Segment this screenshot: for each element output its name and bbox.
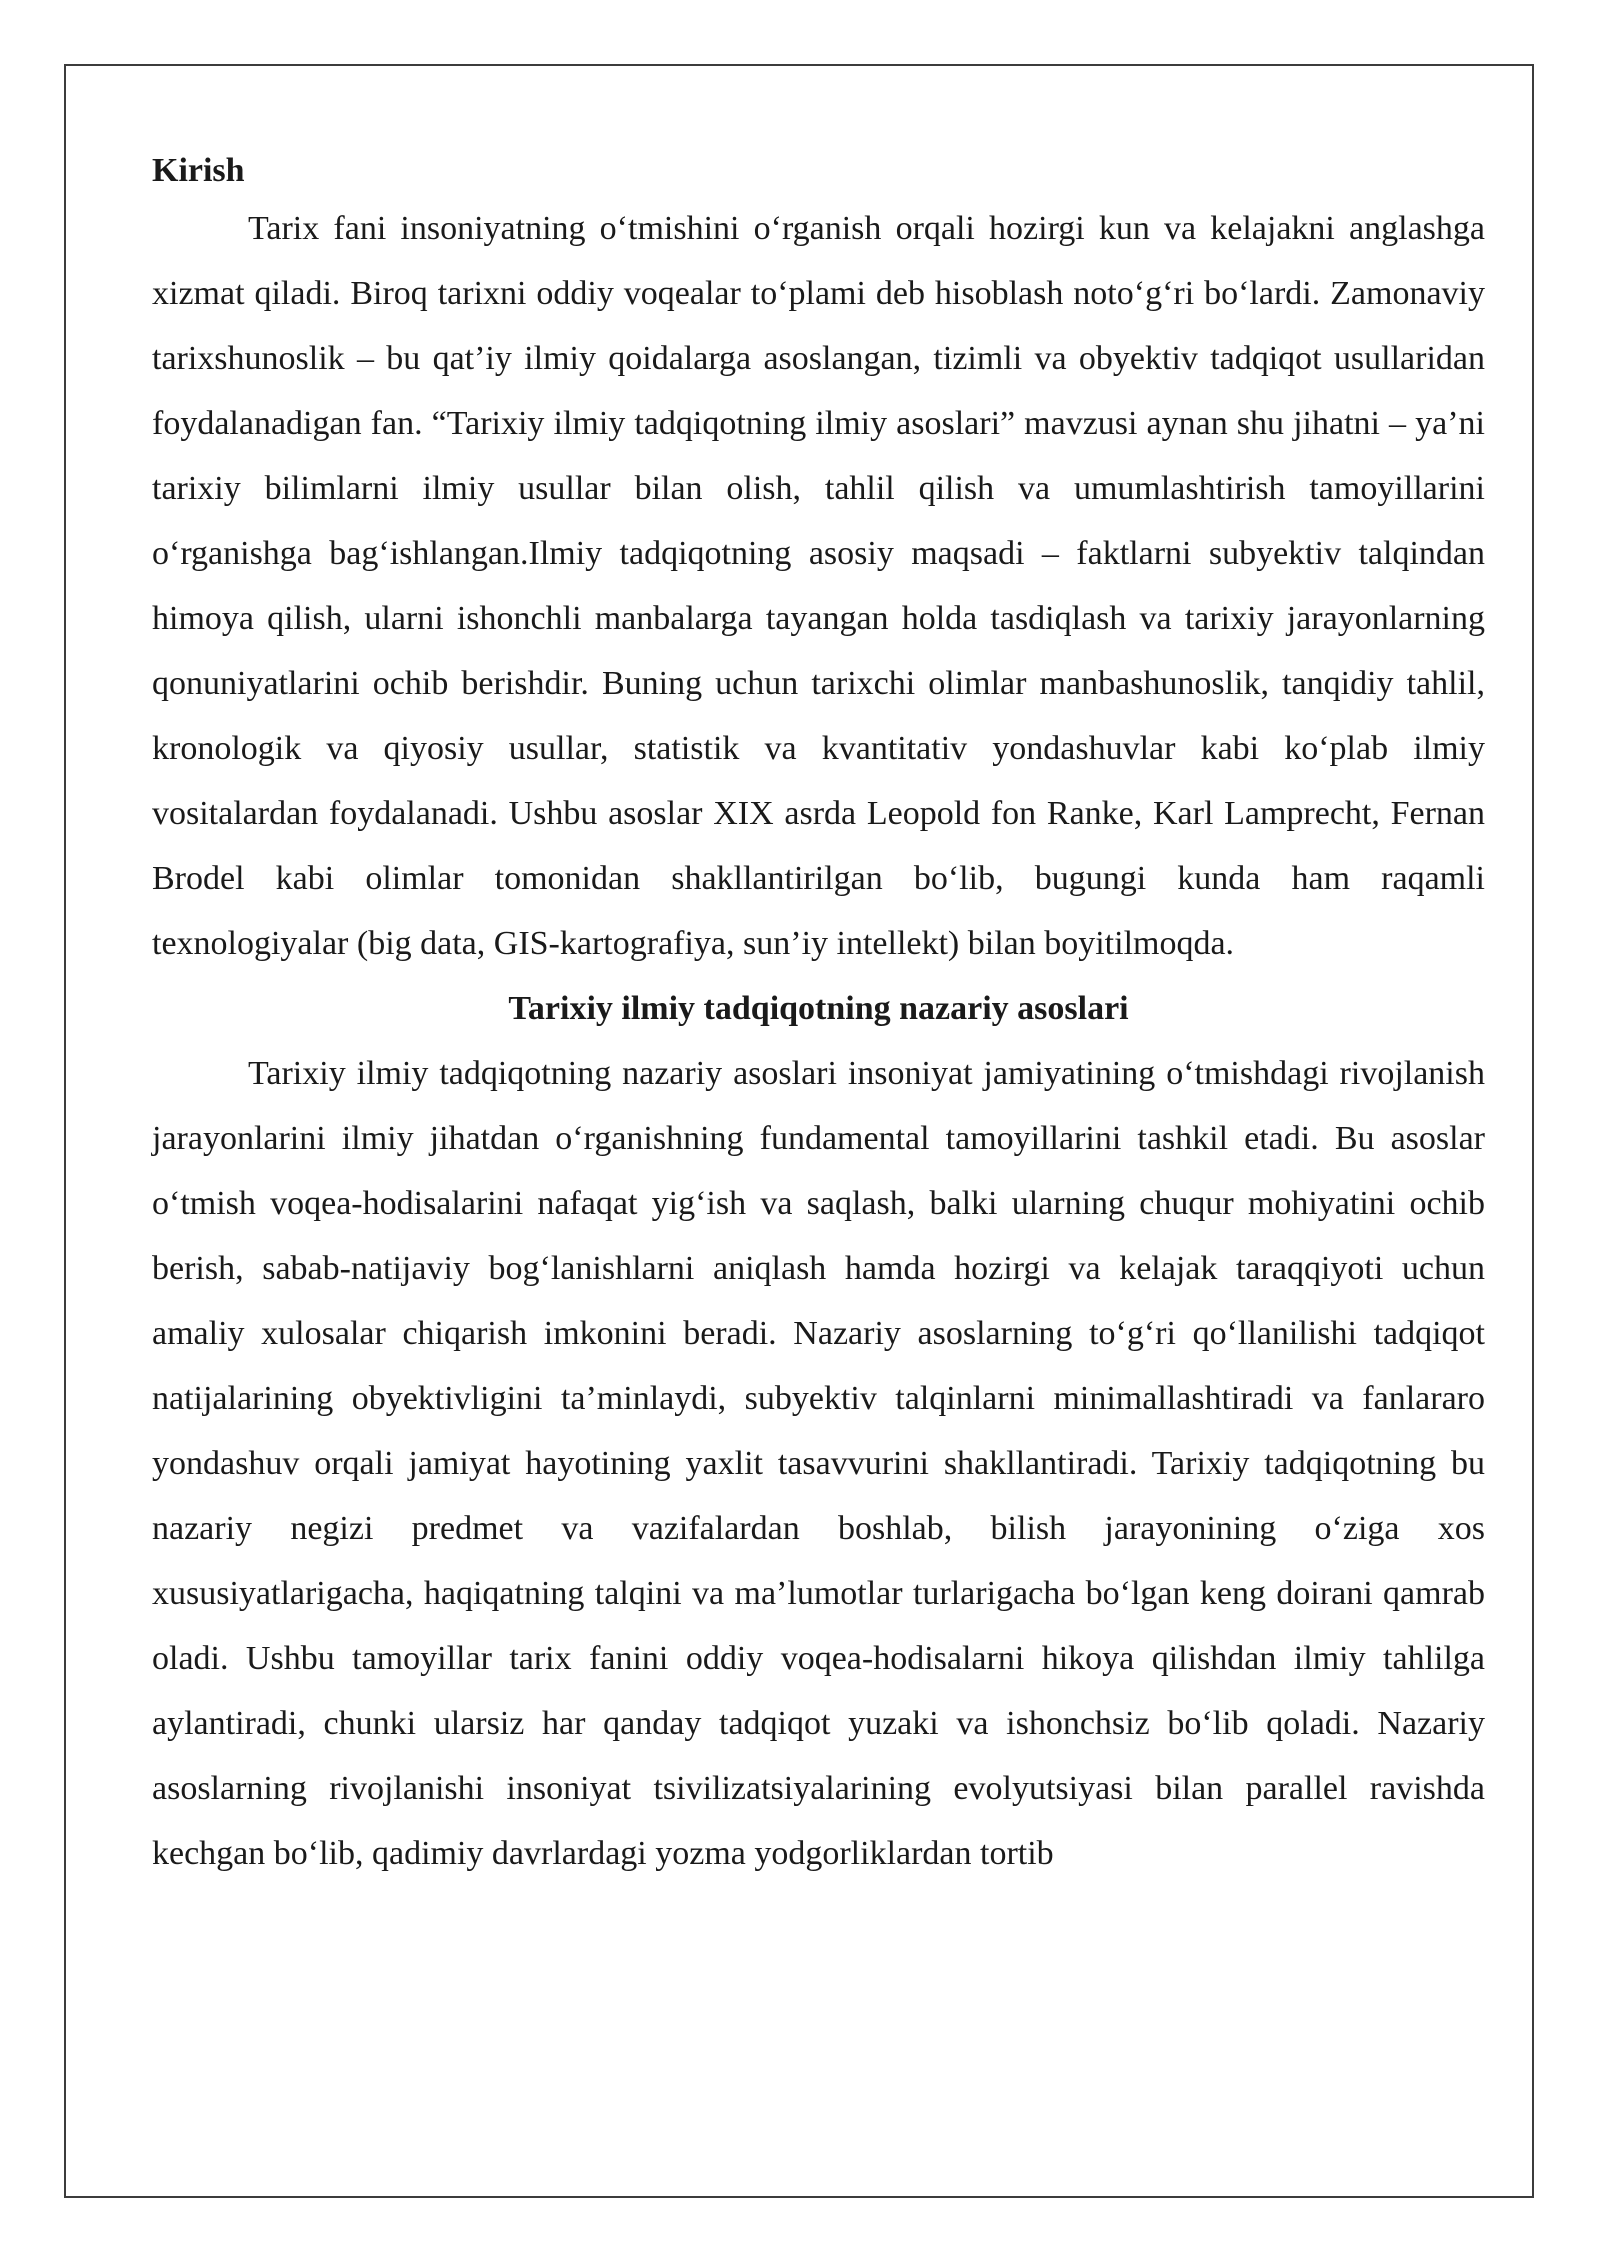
intro-paragraph: Tarix fani insoniyatning o‘tmishini o‘rganish orqali hozirgi kun va kelajakni anglashga xizmat qiladi. Biroq tarixni oddiy voqealar to‘plami deb hisoblash noto‘g‘ri bo‘lardi. Zamonaviy tarixshunoslik – bu qat’iy ilmiy qoidalarga asoslangan, tizimli va obyektiv tadqiqot usullaridan foydalanadigan fan. “Tarixiy ilmiy tadqiqotning ilmiy asoslari” mavzusi aynan shu jihatni – ya’ni tarixiy bilimlarni ilmiy usullar bilan olish, tahlil qilish va umumlashtirish tamoyillarini o‘rganishga bag‘ishlangan.Ilmiy tadqiqotning asosiy maqsadi – faktlarni subyektiv talqindan himoya qilish, ularni ishonchli manbalarga tayangan holda tasdiqlash va tarixiy jarayonlarning qonuniyatlarini ochib berishdir. Buning uchun tarixchi olimlar manbashunoslik, tanqidiy tahlil, kronologik va qiyosiy usullar, statistik va kvantitativ yondashuvlar kabi ko‘plab ilmiy vositalardan foydalanadi. Ushbu asoslar XIX asrda Leopold fon Ranke, Karl Lamprecht, Fernan Brodel kabi olimlar tomonidan shakllantirilgan bo‘lib, bugungi kunda ham raqamli texnologiyalar (big data, GIS-kartografiya, sun’iy intellekt) bilan boyitilmoqda. xyxy=(152,210,1485,962)
section-heading: Kirish xyxy=(152,152,245,189)
document-body xyxy=(152,148,1485,1886)
theory-paragraph: Tarixiy ilmiy tadqiqotning nazariy asoslari insoniyat jamiyatining o‘tmishdagi rivojlanish jarayonlarini ilmiy jihatdan o‘rganishning fundamental tamoyillarini tashkil etadi. Bu asoslar o‘tmish voqea-hodisalarini nafaqat yig‘ish va saqlash, balki ularning chuqur mohiyatini ochib berish, sabab-natijaviy bog‘lanishlarni aniqlash hamda hozirgi va kelajak taraqqiyoti uchun amaliy xulosalar chiqarish imkonini beradi. Nazariy asoslarning to‘g‘ri qo‘llanilishi tadqiqot natijalarining obyektivligini ta’minlaydi, subyektiv talqinlarni minimallashtiradi va fanlararo yondashuv orqali jamiyat hayotining yaxlit tasavvurini shakllantiradi. Tarixiy tadqiqotning bu nazariy negizi predmet va vazifalardan boshlab, bilish jarayonining o‘ziga xos xususiyatlarigacha, haqiqatning talqini va ma’lumotlar turlarigacha bo‘lgan keng doirani qamrab oladi. Ushbu tamoyillar tarix fanini oddiy voqea-hodisalarni hikoya qilishdan ilmiy tahlilga aylantiradi, chunki ularsiz har qanday tadqiqot yuzaki va ishonchsiz bo‘lib qoladi. Nazariy asoslarning rivojlanishi insoniyat tsivilizatsiyalarining evolyutsiyasi bilan parallel ravishda kechgan bo‘lib, qadimiy davrlardagi yozma yodgorliklardan tortib xyxy=(152,1055,1485,1872)
section-subheading: Tarixiy ilmiy tadqiqotning nazariy asoslari xyxy=(508,990,1129,1027)
